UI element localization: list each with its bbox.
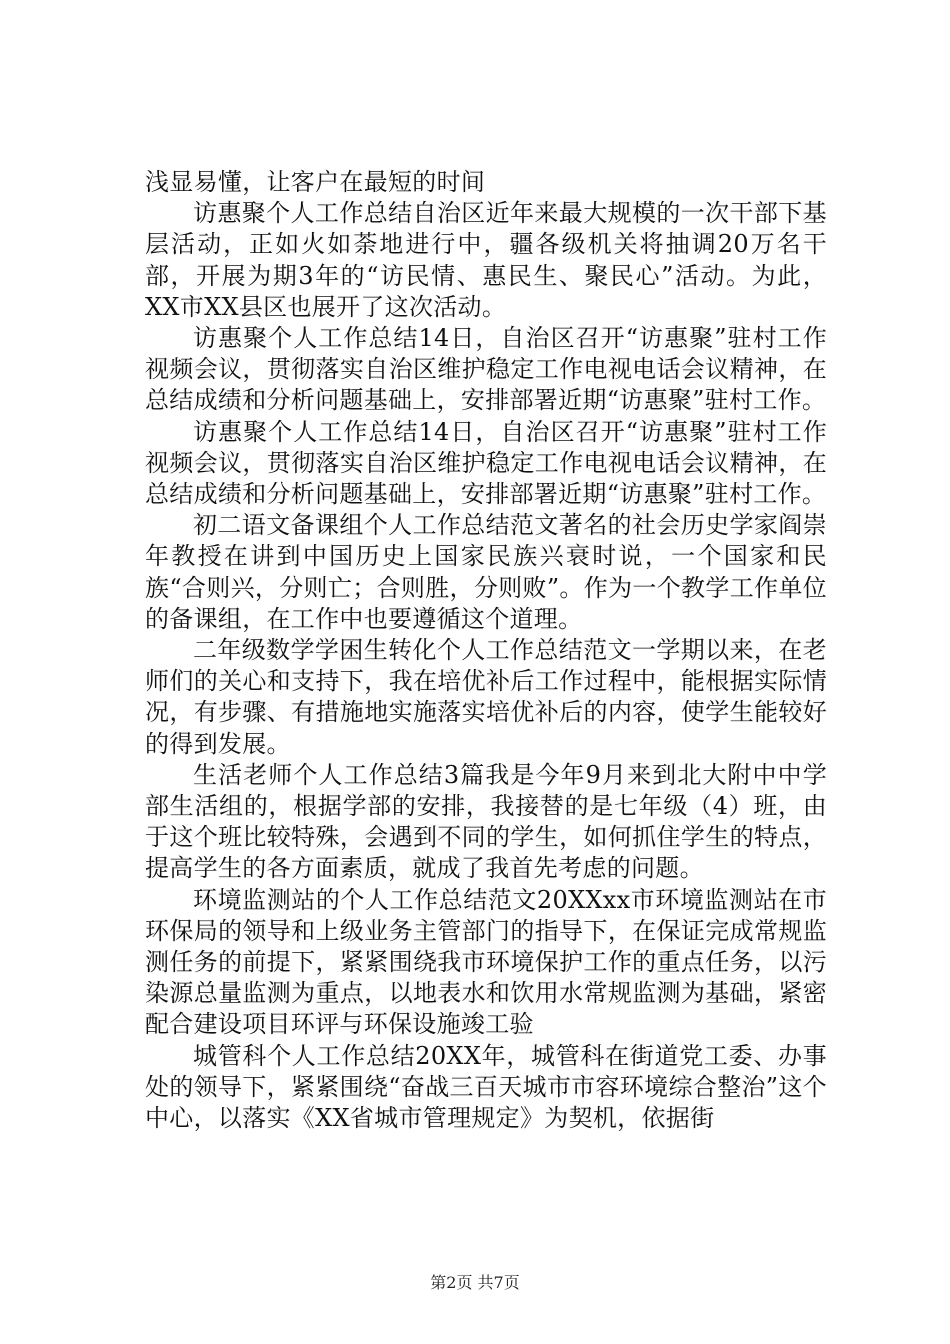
page-footer: 第2页 共7页 [430,1273,520,1292]
paragraph: 浅显易懂，让客户在最短的时间 [145,168,486,196]
paragraph: 访惠聚个人工作总结14日，自治区召开“访惠聚”驻村工作视频会议，贯彻落实自治区维护稳定工作电视电话会议精神，在总结成绩和分析问题基础上，安排部署近期“访惠聚”驻村工作。 [145,324,827,415]
paragraph: 访惠聚个人工作总结14日，自治区召开“访惠聚”驻村工作视频会议，贯彻落实自治区维护稳定工作电视电话会议精神，在总结成绩和分析问题基础上，安排部署近期“访惠聚”驻村工作。 [145,417,827,509]
paragraph: 城管科个人工作总结20XX年，城管科在街道党工委、办事处的领导下，紧紧围绕“奋战三百天城市市容环境综合整治”这个中心，以落实《XX省城市管理规定》为契机，依据街 [145,1041,827,1133]
paragraph: 生活老师个人工作总结3篇我是今年9月来到北大附中中学部生活组的，根据学部的安排，我接替的是七年级（4）班，由于这个班比较特殊，会遇到不同的学生，如何抓住学生的特点，提高学生的各方面素质，就成了我首先考虑的问题。 [145,760,827,883]
paragraph: 访惠聚个人工作总结自治区近年来最大规模的一次干部下基层活动，正如火如荼地进行中，疆各级机关将抽调20万名干部，开展为期3年的“访民情、惠民生、聚民心”活动。为此，XX市XX县区也展开了这次活动。 [145,199,827,321]
paragraph: 二年级数学学困生转化个人工作总结范文一学期以来，在老师们的关心和支持下，我在培优补后工作过程中，能根据实际情况，有步骤、有措施地实施落实培优补后的内容，使学生能较好的得到发展。 [145,636,827,758]
paragraph: 初二语文备课组个人工作总结范文著名的社会历史学家阎崇年教授在讲到中国历史上国家民族兴衰时说，一个国家和民族“合则兴，分则亡；合则胜，分则败”。作为一个教学工作单位的备课组，在工作中也要遵循这个道理。 [145,511,827,633]
paragraph: 环境监测站的个人工作总结范文20XXxx市环境监测站在市环保局的领导和上级业务主管部门的指导下，在保证完成常规监测任务的前提下，紧紧围绕我市环境保护工作的重点任务，以污染源总量监测为重点，以地表水和饮用水常规监测为基础，紧密配合建设项目环评与环保设施竣工验 [145,885,827,1039]
document-body [145,167,827,1134]
